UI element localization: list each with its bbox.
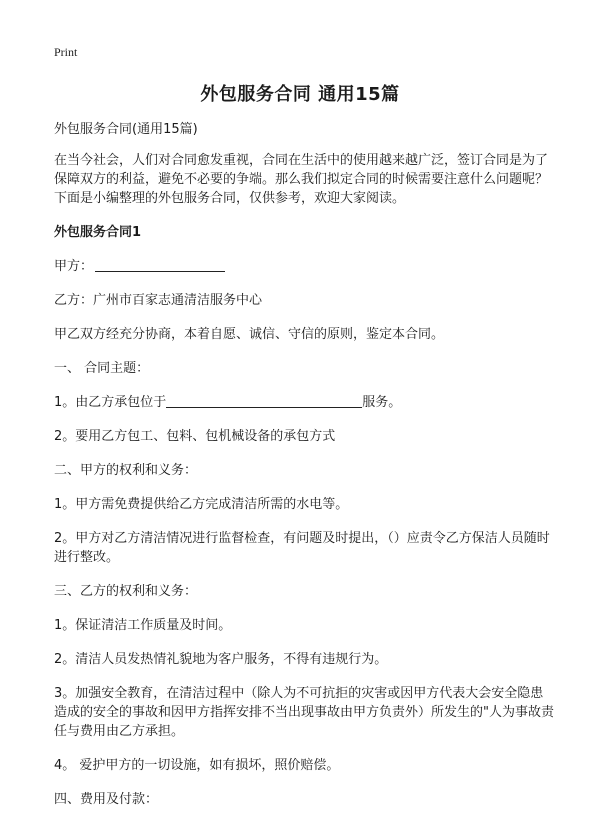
subject-item-1-prefix: 1。由乙方承包位于 <box>54 395 167 410</box>
party-a-item-2: 2。甲方对乙方清洁情况进行监督检查，有问题及时提出，（）应责令乙方保洁人员随时进行整改。 <box>54 531 550 565</box>
heading-party-b-rights: 三、乙方的权利和义务： <box>54 584 198 599</box>
intro-paragraph: 在当今社会，人们对合同愈发重视，合同在生活中的使用越来越广泛，签订合同是为了保障双方的利益，避免不必要的争端。那么我们拟定合同的时候需要注意什么问题呢？下面是小编整理的外包服务合同，仅供参考，欢迎大家阅读。 <box>54 153 549 206</box>
contract-section-title: 外包服务合同1 <box>54 225 142 240</box>
page-title: 外包服务合同 通用15篇 <box>200 84 400 105</box>
heading-fees-payment: 四、费用及付款： <box>54 792 159 807</box>
subject-item-1-suffix: 服务。 <box>362 395 402 410</box>
agreement-paragraph: 甲乙双方经充分协商，本着自愿、诚信、守信的原则，鉴定本合同。 <box>54 327 445 342</box>
party-b-item-1: 1。保证清洁工作质量及时间。 <box>54 618 232 633</box>
party-b-item-4: 4。 爱护甲方的一切设施，如有损坏，照价赔偿。 <box>54 758 340 773</box>
party-a-line <box>54 257 554 276</box>
location-blank <box>166 393 362 408</box>
heading-party-a-rights: 二、甲方的权利和义务： <box>54 463 198 478</box>
party-b-item-2: 2。清洁人员发热情礼貌地为客户服务，不得有违规行为。 <box>54 652 388 667</box>
party-a-label: 甲方： <box>54 259 94 274</box>
subject-item-1 <box>54 393 554 412</box>
document-body <box>54 120 554 824</box>
heading-contract-subject: 一、 合同主题： <box>54 361 150 376</box>
party-b-item-3: 3。加强安全教育，在清洁过程中（除人为不可抗拒的灾害或因甲方代表大会安全隐患造成的安全的事故和因甲方指挥安排不当出现事故由甲方负责外）所发生的"人为事故责任与费用由乙方承担。 <box>54 686 554 739</box>
party-b-line: 乙方：广州市百家志通清洁服务中心 <box>54 293 263 308</box>
print-link[interactable]: Print <box>54 45 78 59</box>
party-a-blank <box>95 257 225 272</box>
party-a-item-1: 1。甲方需免费提供给乙方完成清洁所需的水电等。 <box>54 497 349 512</box>
document-subtitle: 外包服务合同(通用15篇) <box>54 122 198 137</box>
subject-item-2: 2。要用乙方包工、包料、包机械设备的承包方式 <box>54 429 336 444</box>
